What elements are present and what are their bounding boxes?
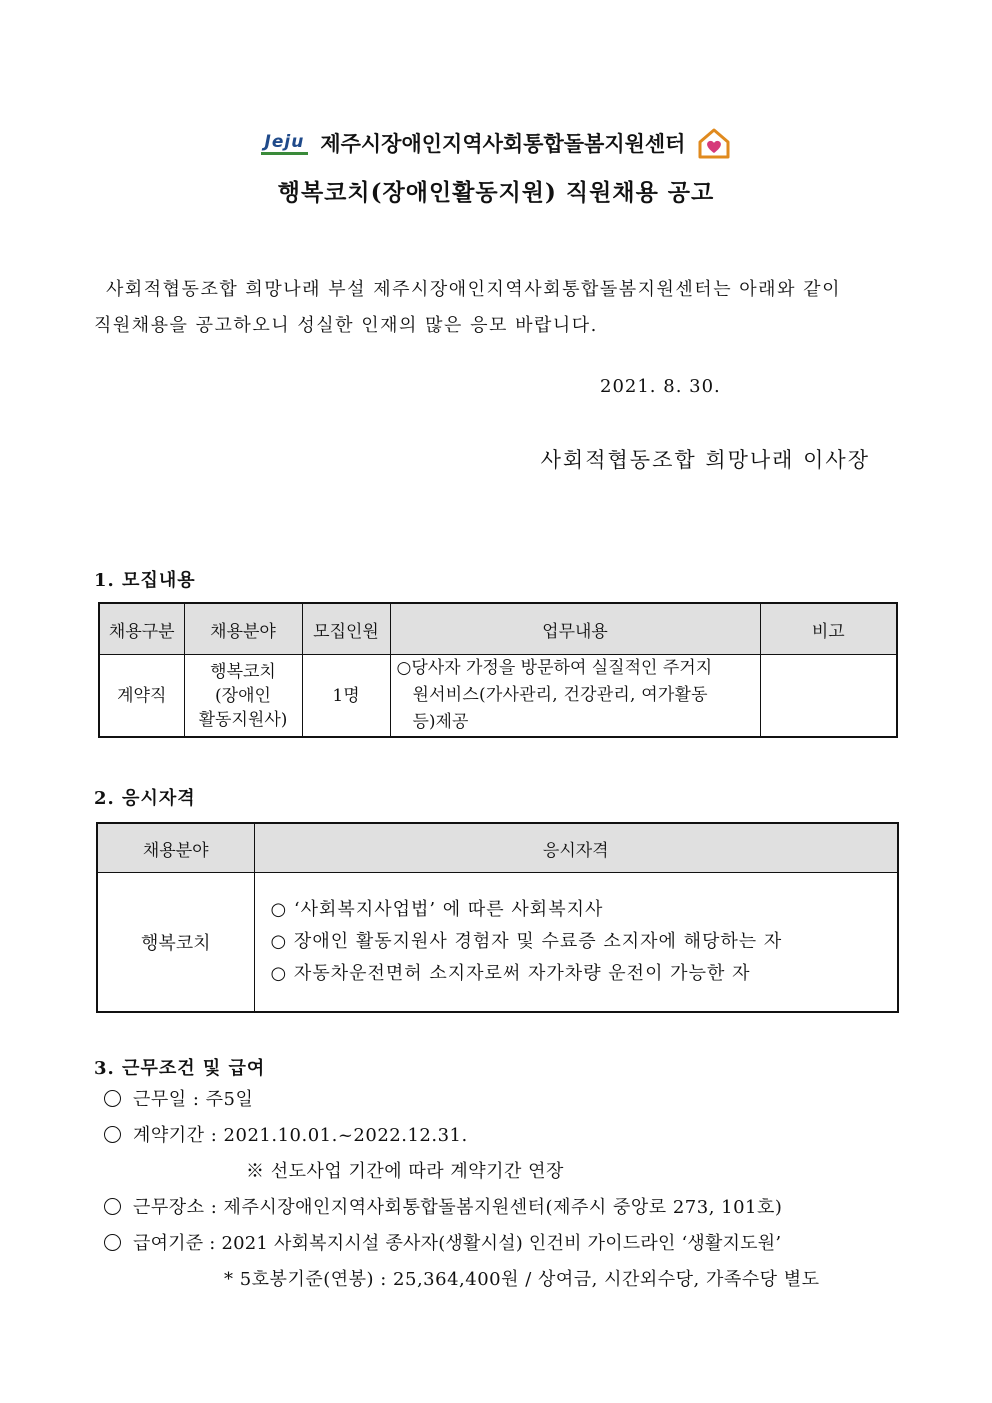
employment-type: 계약직 (99, 655, 184, 738)
intro-paragraph (94, 272, 900, 344)
header-cell: 채용분야 (184, 603, 302, 655)
task-line: 원서비스(가사관리, 건강관리, 여가활동 (412, 685, 708, 705)
task-line: 등)제공 (412, 712, 469, 732)
qualification-list (254, 873, 898, 1013)
header-cell: 업무내용 (390, 603, 760, 655)
condition-item (104, 1082, 924, 1118)
intro-line-2: 직원채용을 공고하오니 성실한 인재의 많은 응모 바랍니다. (94, 315, 598, 336)
salary-note: * 5호봉기준(연봉) : 25,364,400원 / 상여금, 시간외수당, 가족수당 별도 (224, 1269, 820, 1290)
table-row (99, 655, 897, 738)
section-1-title: 1. 모집내용 (94, 570, 196, 591)
circle-bullet-icon (104, 1126, 121, 1143)
table-header-row (97, 823, 898, 873)
center-header (0, 126, 992, 160)
qualification-table (96, 822, 899, 1013)
house-heart-icon (697, 126, 731, 160)
header-cell: 응시자격 (254, 823, 898, 873)
announcement-date: 2021. 8. 30. (600, 376, 721, 397)
condition-item (104, 1226, 924, 1262)
task-line: ○당사자 가정을 방문하여 실질적인 주거지 (396, 658, 713, 678)
circle-bullet-icon (104, 1234, 121, 1251)
qualification-field: 행복코치 (97, 873, 254, 1013)
condition-item (104, 1190, 924, 1226)
work-place-text: 근무장소 : 제주시장애인지역사회통합돌봄지원센터(제주시 중앙로 273, 101호) (133, 1197, 783, 1218)
work-days-text: 근무일 : 주5일 (133, 1089, 254, 1110)
work-conditions (104, 1082, 924, 1298)
circle-bullet-icon (104, 1198, 121, 1215)
qualification-item: ○ 장애인 활동지원사 경험자 및 수료증 소지자에 해당하는 자 (270, 931, 783, 952)
jeju-logo: Jeju (261, 132, 309, 155)
header-cell: 비고 (760, 603, 897, 655)
job-field-line: 행복코치 (210, 661, 276, 682)
job-field-line: 활동지원사) (198, 709, 288, 730)
center-name: 제주시장애인지역사회통합돌봄지원센터 (320, 132, 686, 156)
header-cell: 채용구분 (99, 603, 184, 655)
circle-bullet-icon (104, 1090, 121, 1107)
contract-period-text: 계약기간 : 2021.10.01.~2022.12.31. (133, 1125, 468, 1146)
header-cell: 채용분야 (97, 823, 254, 873)
job-field-line: (장애인 (215, 685, 271, 706)
note-cell (760, 655, 897, 738)
headcount: 1명 (302, 655, 390, 738)
signature: 사회적협동조합 희망나래 이사장 (540, 448, 870, 472)
header-cell: 모집인원 (302, 603, 390, 655)
section-3-title: 3. 근무조건 및 급여 (94, 1058, 266, 1079)
job-description (390, 655, 760, 738)
recruitment-table (98, 602, 898, 738)
qualification-item: ○ ‘사회복지사업법’ 에 따른 사회복지사 (270, 899, 604, 920)
contract-note: ※ 선도사업 기간에 따라 계약기간 연장 (246, 1161, 564, 1182)
job-field (184, 655, 302, 738)
table-header-row (99, 603, 897, 655)
document-title: 행복코치(장애인활동지원) 직원채용 공고 (277, 179, 715, 206)
condition-item (104, 1118, 924, 1154)
section-2-title: 2. 응시자격 (94, 788, 196, 809)
table-row (97, 873, 898, 1013)
intro-line-1: 사회적협동조합 희망나래 부설 제주시장애인지역사회통합돌봄지원센터는 아래와 같이 (106, 279, 841, 300)
salary-basis-text: 급여기준 : 2021 사회복지시설 종사자(생활시설) 인건비 가이드라인 ‘생활지도원’ (133, 1233, 782, 1254)
qualification-item: ○ 자동차운전면허 소지자로써 자가차량 운전이 가능한 자 (270, 963, 751, 984)
